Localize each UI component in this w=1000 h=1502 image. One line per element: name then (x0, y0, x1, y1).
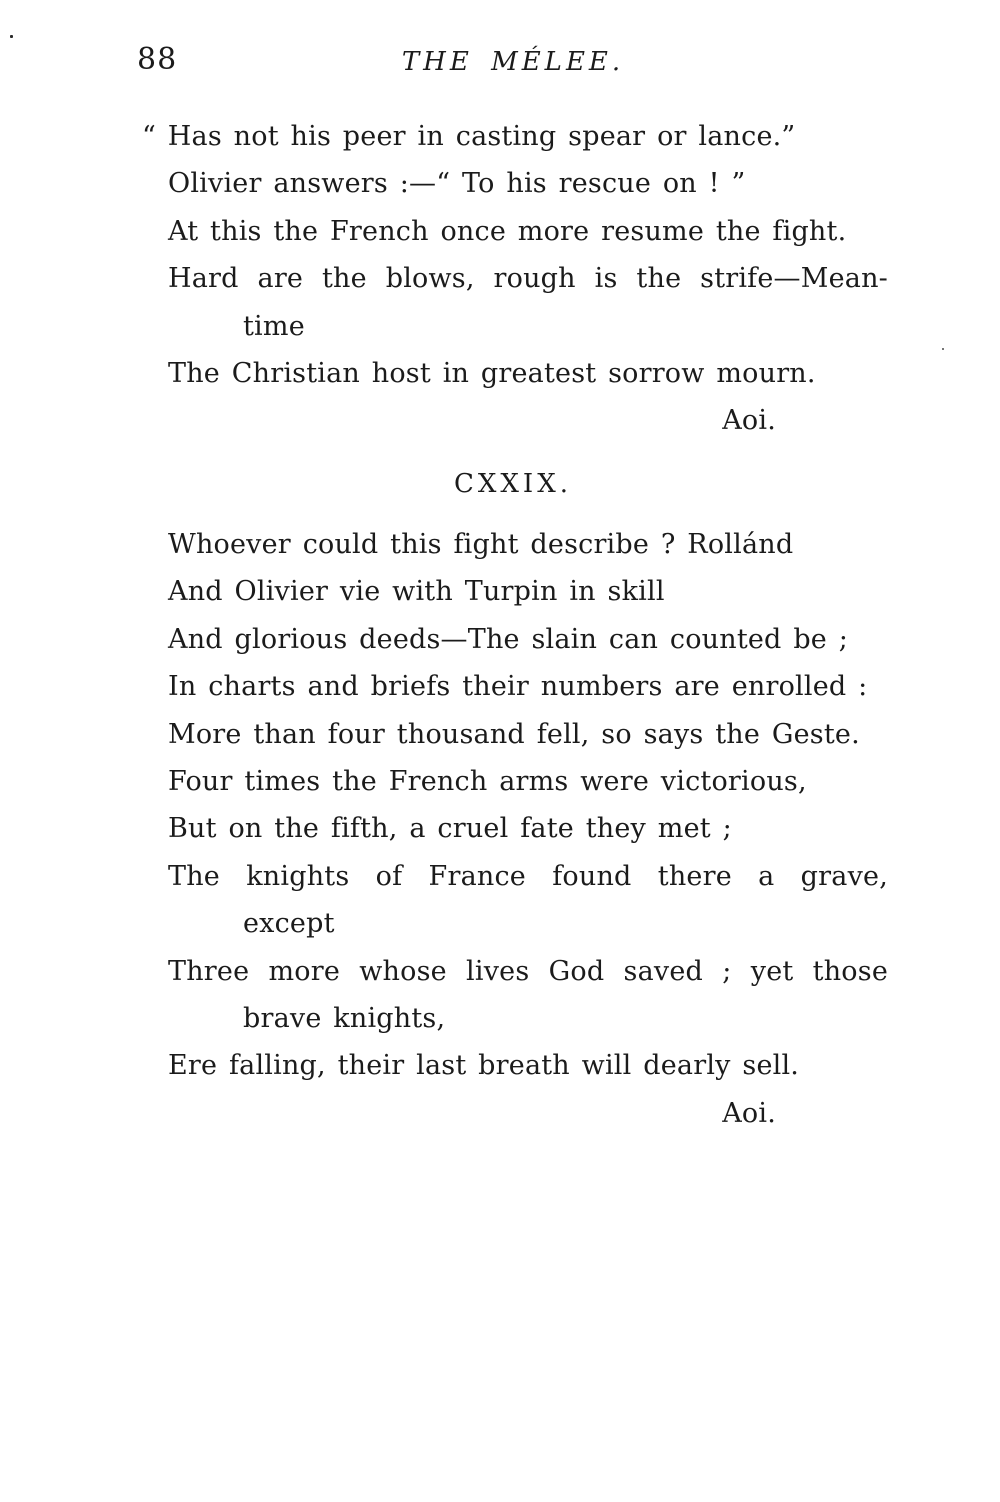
verse-line: More than four thousand fell, so says the Geste. (168, 718, 860, 750)
verse-line: The knights of France found there a grave, (168, 860, 888, 892)
verse-line: Three more whose lives God saved ; yet those (168, 955, 888, 987)
verse-line: The Christian host in greatest sorrow mourn. (168, 357, 816, 389)
verse-line-runover: except (243, 908, 335, 940)
stanza-cxxix (168, 521, 888, 1137)
running-title: THE MÉLEE. (401, 47, 625, 77)
aoi-refrain: Aoi. (722, 1097, 776, 1129)
verse-line-runover: time (243, 310, 305, 342)
scan-speck (10, 35, 13, 38)
verse-line-runover: brave knights, (243, 1002, 446, 1034)
verse-line: But on the fifth, a cruel fate they met ; (168, 813, 732, 845)
verse-line: And Olivier vie with Turpin in skill (168, 576, 665, 608)
verse-line: And glorious deeds—The slain can counted be ; (168, 623, 849, 655)
verse-line: Hard are the blows, rough is the strife—Mean- (168, 263, 888, 295)
page-header (0, 0, 1000, 100)
verse-line: “ Has not his peer in casting spear or lance.” (142, 121, 796, 152)
verse-line: Four times the French arms were victorious, (168, 765, 807, 797)
verse-line: At this the French once more resume the fight. (168, 215, 847, 247)
scan-speck (942, 348, 944, 350)
aoi-refrain: Aoi. (722, 405, 776, 437)
laisse-heading: CXXIX. (454, 469, 572, 499)
page-number: 88 (137, 42, 178, 77)
verse-line: Whoever could this fight describe ? Rollánd (168, 529, 794, 560)
stanza-cxxviii-continued (142, 113, 888, 445)
verse-line: Ere falling, their last breath will dearly sell. (168, 1050, 800, 1082)
verse-line: Olivier answers :—“ To his rescue on ! ” (168, 168, 746, 200)
verse-line: In charts and briefs their numbers are enrolled : (168, 671, 868, 703)
